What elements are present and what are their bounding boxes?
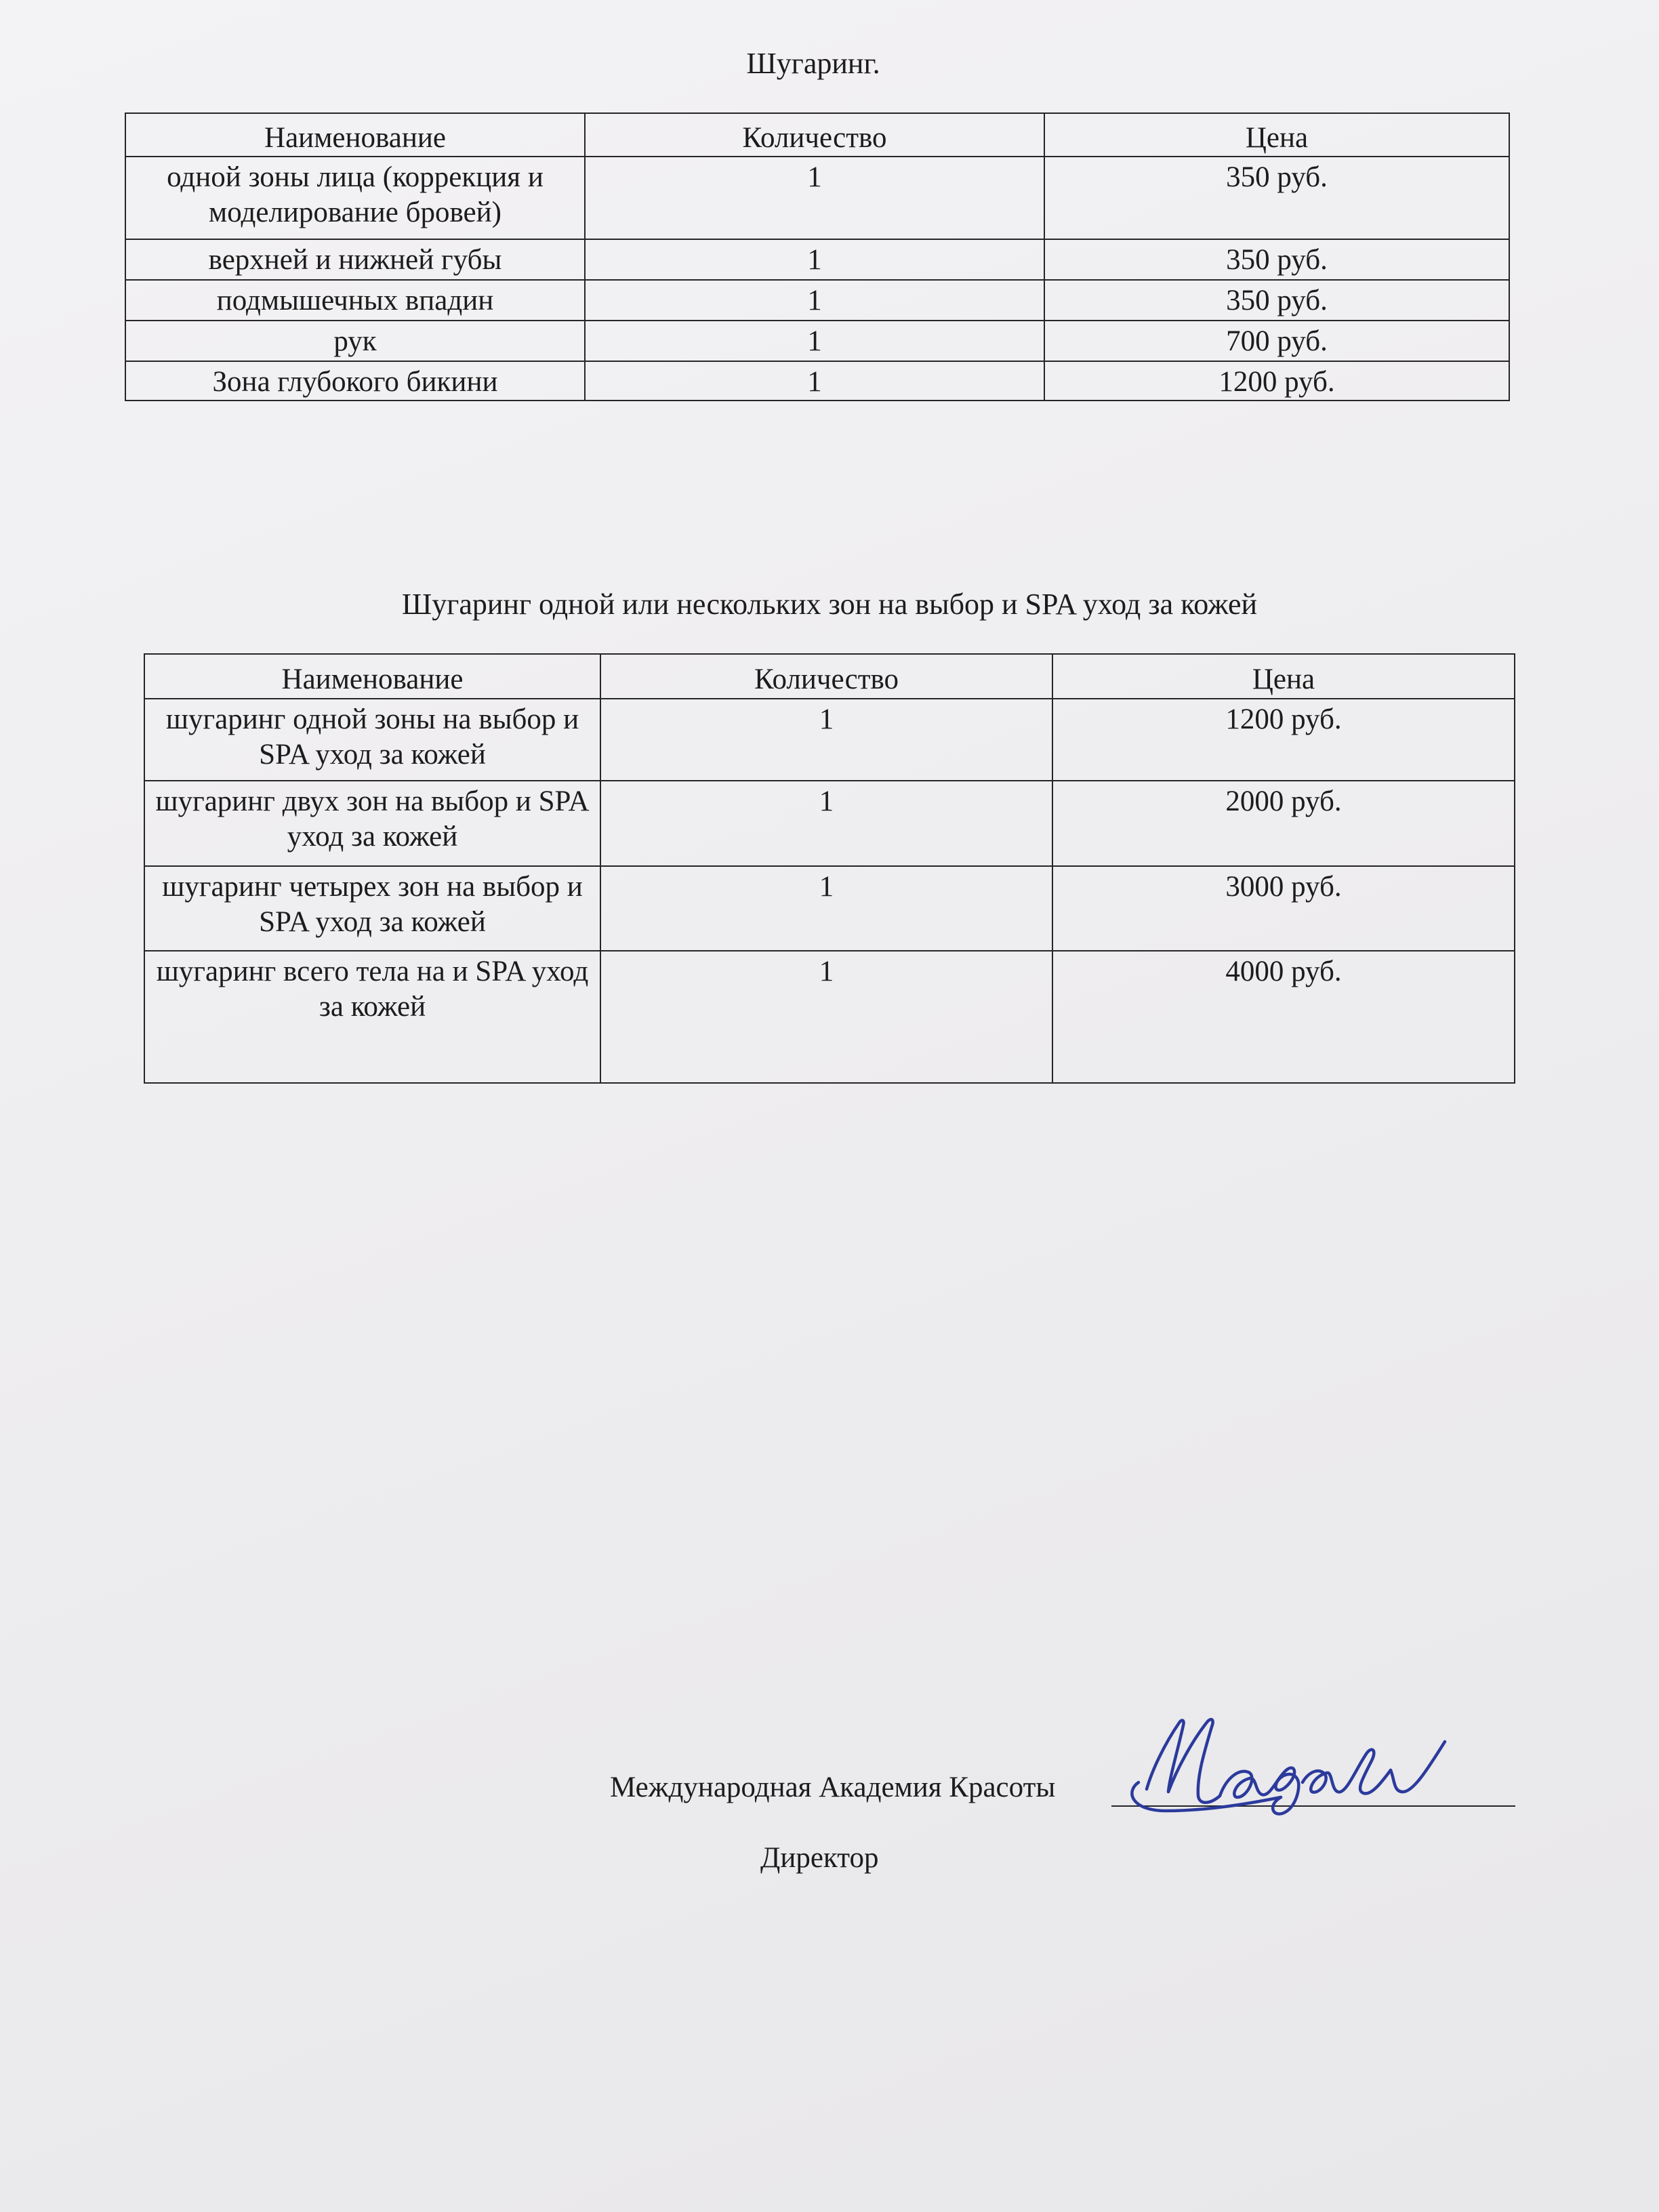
column-header-price: Цена [1052,654,1515,699]
service-name-cell: верхней и нижней губы [125,239,585,280]
price-cell: 1200 руб. [1052,699,1515,781]
table-row [144,699,1515,781]
quantity-cell: 1 [600,866,1052,951]
service-name-cell: рук [125,321,585,361]
service-name-cell: шугаринг четырех зон на выбор и SPA уход за кожей [144,866,600,951]
section-title-sugaring: Шугаринг. [746,47,880,80]
table-row [125,361,1509,401]
price-cell: 2000 руб. [1052,781,1515,866]
table-row [144,866,1515,951]
quantity-cell: 1 [585,239,1044,280]
quantity-cell: 1 [585,321,1044,361]
service-name-cell: одной зоны лица (коррекция и моделирование бровей) [125,157,585,239]
quantity-cell: 1 [585,280,1044,321]
quantity-cell: 1 [585,157,1044,239]
quantity-cell: 1 [600,951,1052,1083]
price-table-sugaring [125,112,1510,401]
table-header-row [125,113,1509,157]
section-title-sugaring-spa: Шугаринг одной или нескольких зон на выбор и SPA уход за кожей [401,588,1258,621]
service-name-cell: шугаринг двух зон на выбор и SPA уход за кожей [144,781,600,866]
quantity-cell: 1 [600,699,1052,781]
price-table-sugaring-spa [144,653,1515,1084]
column-header-quantity: Количество [600,654,1052,699]
organization-label: Международная Академия Красоты [610,1771,1056,1803]
column-header-quantity: Количество [585,113,1044,157]
table-row [125,280,1509,321]
service-name-cell: Зона глубокого бикини [125,361,585,401]
price-cell: 350 руб. [1044,280,1509,321]
quantity-cell: 1 [585,361,1044,401]
column-header-price: Цена [1044,113,1509,157]
table-row [125,321,1509,361]
price-cell: 350 руб. [1044,157,1509,239]
price-cell: 4000 руб. [1052,951,1515,1083]
quantity-cell: 1 [600,781,1052,866]
table-header-row [144,654,1515,699]
service-name-cell: подмышечных впадин [125,280,585,321]
table-row [125,157,1509,239]
price-cell: 700 руб. [1044,321,1509,361]
table-row [125,239,1509,280]
column-header-name: Наименование [144,654,600,699]
handwritten-signature [1111,1702,1464,1824]
position-label: Директор [760,1842,879,1874]
price-cell: 350 руб. [1044,239,1509,280]
table-row [144,781,1515,866]
column-header-name: Наименование [125,113,585,157]
service-name-cell: шугаринг одной зоны на выбор и SPA уход за кожей [144,699,600,781]
price-cell: 3000 руб. [1052,866,1515,951]
price-cell: 1200 руб. [1044,361,1509,401]
service-name-cell: шугаринг всего тела на и SPA уход за кожей [144,951,600,1083]
table-row [144,951,1515,1083]
